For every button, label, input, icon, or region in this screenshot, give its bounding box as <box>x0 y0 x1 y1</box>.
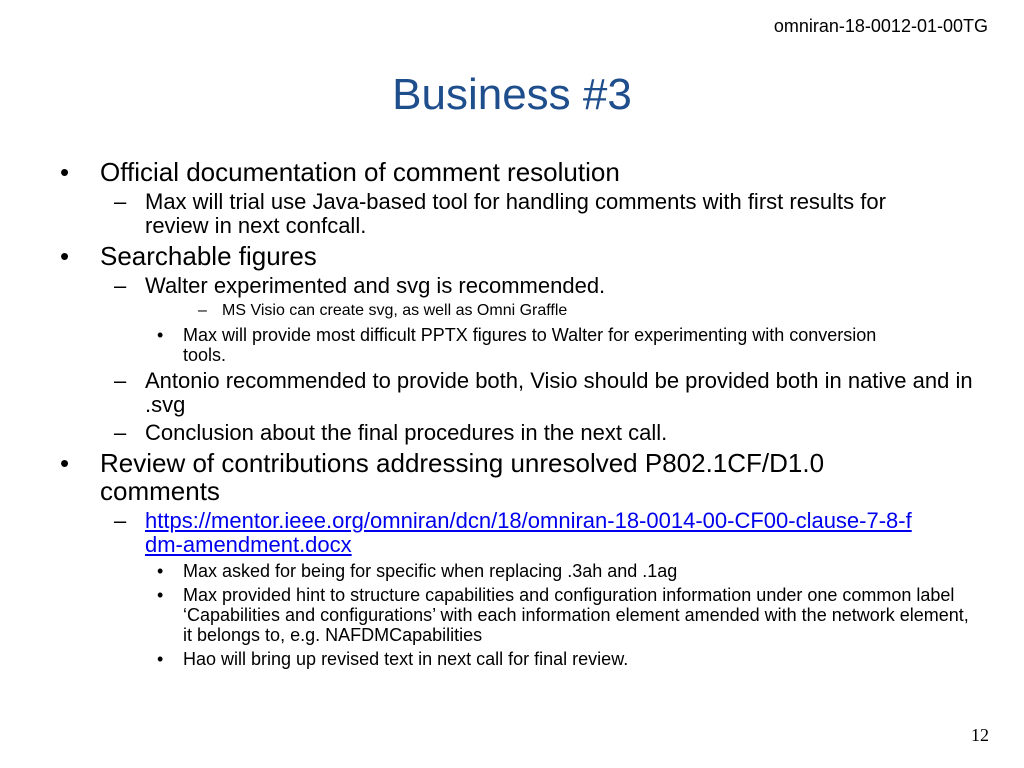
sub-sub-bullet-text: Hao will bring up revised text in next call for final review. <box>183 649 629 669</box>
sub-sub-bullet-text: Max provided hint to structure capabilities and configuration information under one common label ‘Capabilities and configurations’ with each information element amended with the network element, it belongs to, e.g. NAFDMCapabilities <box>183 585 969 645</box>
bullet-marker: • <box>60 241 70 271</box>
sub-sub-bullet-item <box>56 649 986 669</box>
slide-title: Business #3 <box>392 70 632 119</box>
sub-bullet-item <box>56 509 986 557</box>
sub-bullet-text: Max will trial use Java-based tool for handling comments with first results for review in next confcall. <box>145 189 886 238</box>
bullet-text: Review of contributions addressing unresolved P802.1CF/D1.0 comments <box>100 448 825 506</box>
sub-sub-bullet-item <box>56 585 986 645</box>
dash-marker: – <box>114 420 127 445</box>
page-number: 12 <box>971 725 989 745</box>
bullet-item <box>56 449 986 505</box>
dash-marker: – <box>198 302 207 319</box>
dash-marker: – <box>114 273 127 298</box>
sub-sub-bullet-text: MS Visio can create svg, as well as Omni Graffle <box>222 302 568 319</box>
bullet-marker: • <box>60 157 70 187</box>
slide-content <box>56 158 986 673</box>
sub-sub-bullet-item <box>56 302 986 320</box>
sub-bullet-item <box>56 421 986 445</box>
bullet-marker: • <box>157 561 164 581</box>
dash-marker: – <box>114 189 127 214</box>
bullet-marker: • <box>157 649 164 669</box>
sub-sub-bullet-text: Max will provide most difficult PPTX figures to Walter for experimenting with conversion tools. <box>183 325 877 365</box>
sub-bullet-item <box>56 369 986 417</box>
sub-bullet-text: Antonio recommended to provide both, Visio should be provided both in native and in .svg <box>145 368 973 417</box>
document-id: omniran-18-0012-01-00TG <box>773 16 988 36</box>
dash-marker: – <box>114 368 127 393</box>
document-link[interactable]: https://mentor.ieee.org/omniran/dcn/18/omniran-18-0014-00-CF00-clause-7-8-fdm-amendment.docx <box>145 508 912 557</box>
sub-sub-bullet-text: Max asked for being for specific when replacing .3ah and .1ag <box>183 561 678 581</box>
dash-marker: – <box>114 508 127 533</box>
sub-bullet-item <box>56 274 986 298</box>
bullet-text: Official documentation of comment resolution <box>100 157 620 187</box>
bullet-text: Searchable figures <box>100 241 317 271</box>
sub-bullet-text: Conclusion about the final procedures in the next call. <box>145 420 668 445</box>
sub-bullet-text: Walter experimented and svg is recommended. <box>145 273 606 298</box>
bullet-marker: • <box>60 448 70 478</box>
bullet-item <box>56 242 986 270</box>
sub-bullet-item <box>56 190 986 238</box>
bullet-item <box>56 158 986 186</box>
bullet-marker: • <box>157 325 164 345</box>
sub-sub-bullet-item <box>56 561 986 581</box>
sub-sub-bullet-item <box>56 325 986 365</box>
bullet-marker: • <box>157 585 164 605</box>
